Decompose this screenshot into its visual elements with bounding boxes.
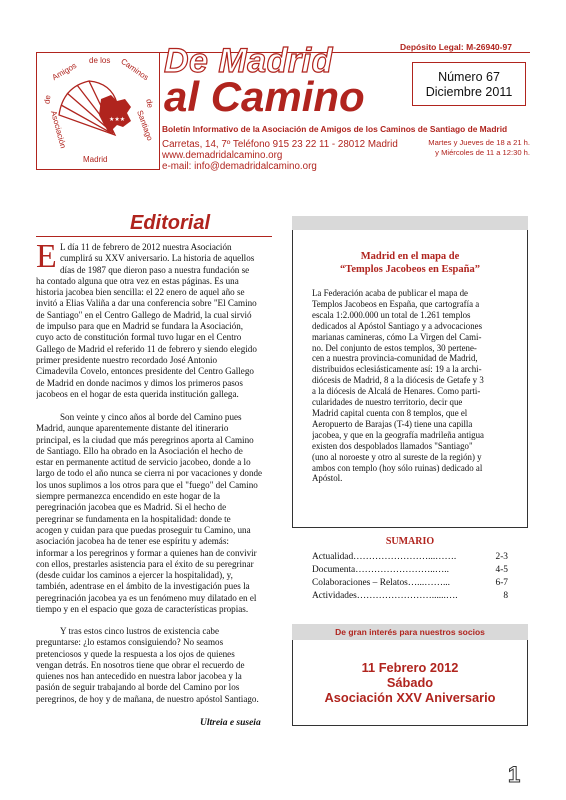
feature-line: no. Del conjunto de estos templos, 30 pertene- [312,342,477,353]
logo-word-6: Asociación [48,109,68,150]
editorial-line: tiempo y en el espacio que goza de características propias. [36,604,249,615]
feature-title-line-2: “Templos Jacobeos en España” [340,264,480,275]
notice-box-heading: De gran interés para nuestros socios [292,624,528,640]
logo-word-2: de los [89,56,111,65]
editorial-line: peregrinar se fundamenta en la hospitalidad: donde te [36,513,231,524]
feature-line: dedicados al Apóstol Santiago y a advocaciones [312,320,483,331]
feature-box-body [312,288,508,484]
summary-item[interactable] [312,565,508,575]
editorial-line: días de 1987 que dieron paso a nuestra fundación se [60,264,250,275]
notice-date: 11 Febrero 2012 [361,660,459,675]
feature-line: Apóstol. [312,473,343,484]
summary-item[interactable] [312,591,508,601]
editorial-line: peregrinos, de hoy y de mañana, de nuestro apóstol Santiago. [36,693,259,704]
logo-word-8: Madrid [83,155,108,164]
summary-item-label: Actualidad……………………...……. [312,552,457,562]
logo-word-5: Santiago [135,109,155,142]
notice-event: Asociación XXV Aniversario [324,690,496,705]
notice-day: Sábado [386,675,434,690]
feature-line: distribuidos eclesiásticamente así: 19 a la archi- [312,364,482,375]
feature-line: (uno al noroeste y otro al sureste de la región) y [312,451,482,462]
editorial-line: siempre permanezca encendido en este hogar de la [36,491,221,502]
editorial-paragraph-2 [36,412,272,615]
editorial-line: ha contado alguna que otra vez en estas páginas. Es una [36,275,239,286]
issue-date: Diciembre 2011 [425,85,513,99]
office-hours [412,138,530,158]
editorial-p1-lines [36,238,272,400]
editorial-line: informar a los peregrinos y formar a quienes han de convivir [36,547,257,558]
editorial-line: Y tras estos cinco lustros de existencia cabe [60,626,220,636]
feature-line: La Federación acaba de publicar el mapa de [312,288,468,298]
editorial-rule [36,236,272,237]
feature-line: diócesis de Madrid, 8 a la diócesis de Getafe y 3 [312,375,484,386]
editorial-line: cumplirá su XXV aniversario. La historia de aquellos [60,253,255,264]
feature-line: ambos con templo (hoy sólo ruinas) dedicado al [312,462,483,473]
editorial-signature: Ultreia e suseia [200,718,261,728]
editorial-line: primer presidente nuestro recordado José Antonio [36,354,218,365]
editorial-line: de impulso para que en Madrid se fundara la Asociación, [36,321,244,332]
feature-line: Aeropuerto de Barajas (T-4) tiene una capilla [312,418,473,429]
editorial-line: Gallego de Madrid el referido 11 de febrero y siendo elegido [36,343,257,354]
editorial-line: largo de todo el año nunca se cierra ni por vacaciones y donde [36,468,263,479]
editorial-paragraph-3 [36,626,272,705]
editorial-line: asociación jacobea ha de tener ese espíritu y además: [36,536,229,547]
editorial-title: Editorial [130,212,211,234]
email-link[interactable]: e-mail: info@demadridalcamino.org [162,161,317,172]
summary-item-label: Actividades……………………......…. [312,591,458,601]
summary-item-pages: 6-7 [495,578,508,588]
logo-word-3: Caminos [119,56,151,83]
feature-line: cularidades de nuestro territorio, decir que [312,397,463,408]
issue-box [412,62,526,106]
logo-word-1: Amigos [50,60,79,83]
editorial-line: Son veinte y cinco años al borde del Camino pues [60,412,242,422]
editorial-line: (desde cuidar los caminos a ejercer la hospitalidad), y, [36,570,233,581]
editorial-line: acogen y cuidan para que puedas proseguir tu Camino, una [36,524,251,535]
editorial-line: pasión de seguir trabajando al borde del Camino por los [36,682,240,693]
editorial-line: de Santiago. Ello ha obrado en la Asociación el hecho de [36,445,243,456]
editorial-line: también, adentrase en el ámbito de la investigación pues la [36,581,250,592]
summary-item-pages: 8 [503,591,508,601]
summary-item-pages: 4-5 [495,565,508,575]
hours-line-2: y Miércoles de 11 a 12:30 h. [435,148,530,157]
feature-line: escala 1:2.000.000 un total de 1.261 templos [312,309,471,320]
editorial-line: peregrinación jacobea ya es un fenómeno muy dilatado en el [36,592,257,603]
editorial-line: L día 11 de febrero de 2012 nuestra Asociación [60,242,232,252]
editorial-line: historia jacobea bien sencilla: el 22 enero de aquel año se [36,287,245,298]
editorial-line: Madrid, aunque aparentemente distante del itinerario [36,423,229,434]
summary-item-pages: 2-3 [495,552,508,562]
editorial-line: de Madrid en donde nacimos y dimos los primeros pasos [36,377,243,388]
editorial-paragraph-1 [36,238,272,400]
website-link[interactable]: www.demadridalcamino.org [162,150,283,161]
editorial-line: invitó a Elias Valiña a dar una conferencia sobre "El Camino [36,298,257,309]
editorial-line: vengan detrás. En nosotros tiene que obrar el recuerdo de [36,659,245,670]
summary-title: SUMARIO [385,536,435,547]
feature-line: Madrid capital cuenta con 8 templos, que el [312,407,468,418]
editorial-line: con ellos, prestarles asistencia para el éxito de su peregrinar [36,558,254,569]
editorial-line: quienes nos han antecedido en nuestra labor jacobea y la [36,671,242,682]
masthead-line-1: De Madrid [164,42,333,80]
feature-box-title [300,250,520,276]
logo-stars: ★★★ [109,117,126,123]
address: Carretas, 14, 7º Teléfono 915 23 22 11 - 28012 Madrid [162,139,398,150]
feature-line: a la diócesis de Alcalá de Henares. Como parti- [312,386,481,397]
page-number: 1 [508,762,521,787]
editorial-line: jacobeos en el hogar de esta querida institución gallega. [36,388,239,399]
summary-item[interactable] [312,578,508,588]
bulletin-subtitle: Boletín Informativo de la Asociación de Amigos de los Caminos de Santiago de Madrid [162,124,508,134]
editorial-line: pretenciosos y quede la respuesta a los ojos de quienes [36,648,235,659]
editorial-line: estar en permanente actitud de servicio jacobeo, donde a lo [36,457,251,468]
editorial-dropcap: E [36,238,57,275]
summary-item-label: Colaboraciones – Relatos…...……... [312,578,450,588]
editorial-line: principal, es la ciudad que más peregrinos aporta al Camino [36,434,254,445]
hours-line-1: Martes y Jueves de 18 a 21 h. [428,138,530,147]
logo-word-7: de [42,94,53,105]
association-logo [36,52,160,170]
summary-item-label: Documenta……………………..….. [312,565,449,575]
editorial-line: Cimadevila Covelo, entonces presidente del Centro Gallego [36,366,254,377]
logo-word-4: de [144,98,155,109]
editorial-p2-lines [36,412,272,615]
summary-item[interactable] [312,552,508,562]
feature-line: jacobea, y que en la geografía madrileña antigua [312,429,484,440]
issue-number: Número 67 [438,70,500,84]
editorial-line: cuyo acto de constitución formal tuvo lugar en el Centro [36,332,242,343]
feature-line: existen dos despoblados llamados "Santiago" [312,440,473,451]
feature-box-band [292,216,528,230]
editorial-line: de Santiago" en el Centro Gallego de Madrid, la cual sirvió [36,309,252,320]
masthead-line-2: al Camino [164,73,365,120]
editorial-line: los unos suplimos a los otros para que el "fuego" del Camino [36,479,258,490]
feature-line: Templos Jacobeos en España, que cartografía a [312,298,480,309]
editorial-p3-lines [36,626,272,705]
editorial-line: peregrinación jacobea que es Madrid. Si el hecho de [36,502,227,513]
feature-title-line-1: Madrid en el mapa de [360,251,460,262]
feature-line: marianas camineras, cómo La Virgen del Cami- [312,331,482,342]
feature-line: cen a nuestra provincia-comunidad de Madrid, [312,353,478,364]
editorial-line: preguntarse: ¿lo estamos consiguiendo? No seamos [36,637,224,648]
legal-deposit: Depósito Legal: M-26940-97 [400,42,512,52]
